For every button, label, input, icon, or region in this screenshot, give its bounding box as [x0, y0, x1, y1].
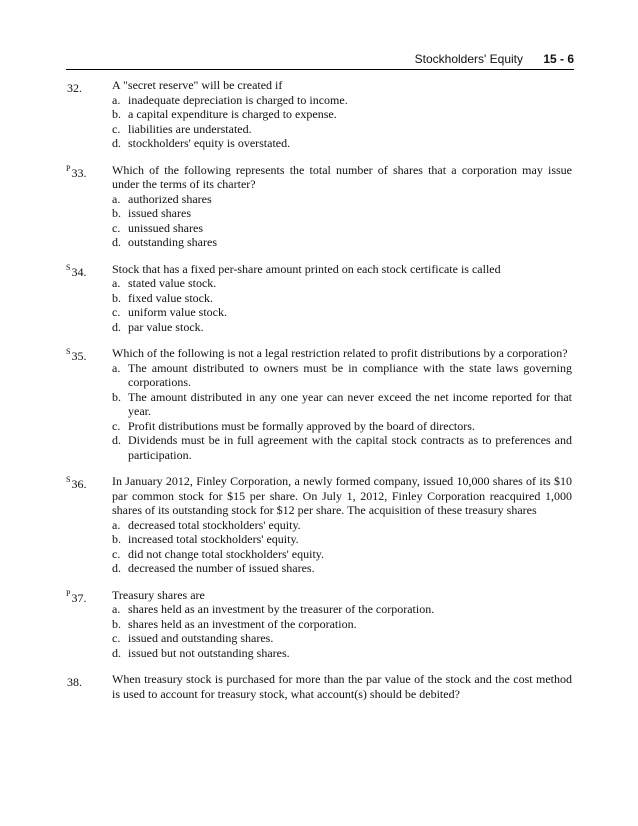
option-a: a. authorized shares: [112, 191, 212, 206]
question-prefix: S: [66, 475, 71, 484]
question-stem: In January 2012, Finley Corporation, a newly formed company, issued 10,000 shares of its $10 par common stock for $15 per share. On July 1, 2012, Finley Corporation reacquired 1,000 shares of its outstanding stock for $12 per share. The acquisition of these treasury shares: [112, 474, 572, 517]
option-d: d. stockholders' equity is overstated.: [112, 136, 291, 150]
option-c: c. Profit distributions must be formally approved by the board of directors.: [112, 418, 475, 433]
question-number: $^P$37.: [66, 588, 87, 605]
question-list: [0, 78, 638, 713]
option-d: d. Dividends must be in full agreement with the capital stock contracts as to preferences and participation.: [112, 433, 572, 462]
question-32: [0, 78, 638, 151]
option-c: c. issued and outstanding shares.: [112, 631, 274, 645]
question-number: $^S$36.: [66, 475, 87, 491]
option-c: c. did not change total stockholders' equity.: [112, 546, 325, 561]
question-prefix: S: [66, 347, 71, 356]
question-34: [0, 262, 638, 335]
option-c: c. unissued shares: [112, 220, 203, 235]
question-number: 38.: [67, 675, 82, 689]
option-b: b. The amount distributed in any one year can never exceed the net income reported for that year.: [112, 389, 572, 418]
question-prefix: S: [66, 262, 71, 272]
question-stem: Treasury shares are: [112, 587, 205, 602]
question-stem: Which of the following is not a legal restriction related to profit distributions by a corporation?: [112, 346, 568, 360]
question-36: [0, 474, 638, 576]
option-b: b. issued shares: [112, 206, 191, 220]
question-33: [0, 163, 638, 250]
option-a: a. shares held as an investment by the treasurer of the corporation.: [112, 602, 435, 616]
question-number: $^S$35.: [66, 347, 87, 363]
question-number: 32.: [67, 81, 82, 95]
option-a: a. inadequate depreciation is charged to income.: [112, 92, 348, 107]
option-d: d. decreased the number of issued shares.: [112, 561, 315, 575]
page-number: 15 - 6: [543, 52, 574, 66]
option-b: b. shares held as an investment of the corporation.: [112, 616, 357, 631]
option-b: b. increased total stockholders' equity.: [112, 532, 299, 546]
question-38: [0, 672, 638, 701]
option-b: b. fixed value stock.: [112, 290, 213, 305]
question-35: [0, 346, 638, 462]
option-d: d. outstanding shares: [112, 235, 217, 249]
option-d: d. par value stock.: [112, 319, 204, 334]
chapter-title: Stockholders' Equity: [414, 52, 523, 66]
question-number: $^P$33.: [66, 163, 87, 180]
question-prefix: P: [66, 163, 71, 173]
question-stem: Which of the following represents the total number of shares that a corporation may issue under the terms of its charter?: [112, 162, 572, 191]
option-d: d. issued but not outstanding shares.: [112, 645, 290, 660]
option-a: a. decreased total stockholders' equity.: [112, 517, 301, 532]
option-b: b. a capital expenditure is charged to expense.: [112, 107, 337, 121]
question-stem: A "secret reserve" will be created if: [112, 78, 283, 92]
option-a: a. The amount distributed to owners must be in compliance with the state laws governing corporations.: [112, 360, 572, 389]
question-prefix: P: [66, 588, 71, 598]
question-stem: When treasury stock is purchased for more than the par value of the stock and the cost method is used to account for treasury stock, what account(s) should be debited?: [112, 672, 572, 701]
option-c: c. uniform value stock.: [112, 305, 227, 319]
option-c: c. liabilities are understated.: [112, 121, 252, 136]
question-37: [0, 588, 638, 661]
question-number: $^S$34.: [66, 262, 87, 279]
option-a: a. stated value stock.: [112, 276, 217, 290]
header-rule: [66, 69, 574, 70]
question-stem: Stock that has a fixed per-share amount printed on each stock certificate is called: [112, 261, 501, 276]
page-header: [0, 52, 638, 72]
